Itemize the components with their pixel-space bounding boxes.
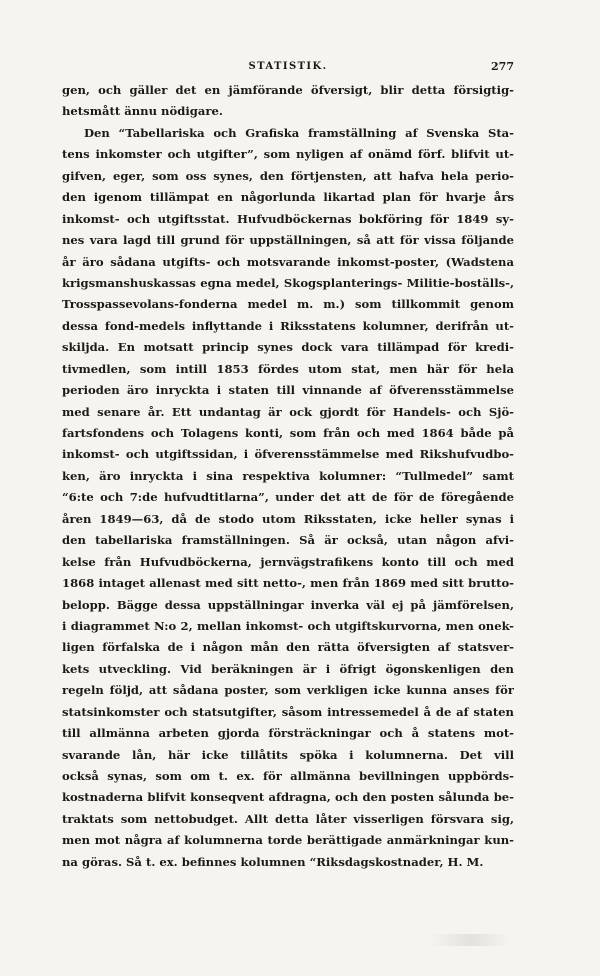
text-line: kets utveckling. Vid beräkningen är i öfrigt ögonskenligen den [62,661,514,676]
text-line: kostnaderna blifvit konseqvent afdragna, och den posten sålunda be- [62,790,514,805]
text-line: skiljda. En motsatt princip synes dock vara tillämpad för kredi- [62,340,514,355]
text-line: na göras. Så t. ex. befinnes kolumnen “Riksdagskostnader, H. M. [62,854,484,869]
text-line: tivmedlen, som intill 1853 fördes utom stat, men här för hela [62,361,514,376]
running-title: STATISTIK. [248,61,328,72]
text-line: åren 1849—63, då de stodo utom Riksstaten, icke heller synas i [62,511,514,526]
page-number: 277 [491,60,514,73]
text-line: med senare år. Ett undantag är ock gjordt för Handels- och Sjö- [62,404,514,419]
text-line: inkomst- och utgiftssidan, i öfverensstämmelse med Rikshufvudbo- [62,447,514,462]
text-line: till allmänna arbeten gjorda försträckningar och å statens mot- [62,726,514,741]
text-line: traktats som nettobudget. Allt detta låter visserligen försvara sig, [62,811,514,826]
text-line: statsinkomster och statsutgifter, såsom intressemedel å de af staten [62,704,514,719]
text-line: 1868 intaget allenast med sitt netto-, men från 1869 med sitt brutto- [62,576,514,591]
text-line: gifven, eger, som oss synes, den förtjensten, att hafva hela perio- [62,168,514,183]
text-line: Trosspassevolans-fonderna medel m. m.) som tillkommit genom [62,297,514,312]
text-line: i diagrammet N:o 2, mellan inkomst- och utgiftskurvorna, men onek- [62,618,514,633]
text-line: “6:te och 7:de hufvudtitlarna”, under det att de för de föregående [62,490,514,505]
text-line: regeln följd, att sådana poster, som verkligen icke kunna anses för [62,683,514,698]
text-line: år äro sådana utgifts- och motsvarande inkomst-poster, (Wadstena [62,254,514,269]
text-line: tens inkomster och utgifter”, som nyligen af onämd förf. blifvit ut- [62,147,514,162]
text-line: den tabellariska framställningen. Så är också, utan någon afvi- [62,533,514,548]
running-head [62,59,514,75]
text-line: dessa fond-medels inflyttande i Riksstatens kolumner, derifrån ut- [62,318,514,333]
text-line: inkomst- och utgiftsstat. Hufvudböckernas bokföring för 1849 sy- [62,211,514,226]
text-line: Den “Tabellariska och Grafiska framställning af Svenska Sta- [84,125,514,140]
text-line: gen, och gäller det en jämförande öfversigt, blir detta försigtig- [62,83,514,97]
text-line: ligen förfalska de i någon mån den rätta öfversigten af statsver- [62,640,514,655]
text-line: ken, äro inryckta i sina respektiva kolumner: “Tullmedel” samt [62,468,514,483]
text-line: den igenom tillämpat en någorlunda likartad plan för hvarje års [62,190,514,205]
text-line: men mot några af kolumnerna torde berättigade anmärkningar kun- [62,833,514,848]
text-line: nes vara lagd till grund för uppställningen, så att för vissa följande [62,233,514,248]
body-text [62,80,514,873]
text-line: krigsmanshuskassas egna medel, Skogsplanterings- Militie-boställs-, [62,275,514,290]
text-line: svarande lån, här icke tillåtits spöka i kolumnerna. Det vill [62,747,514,762]
text-line: belopp. Bägge dessa uppställningar inverka väl ej på jämförelsen, [62,597,514,612]
text-line: hetsmått ännu nödigare. [62,104,223,119]
text-line: också synas, som om t. ex. för allmänna bevillningen uppbörds- [62,769,514,783]
bleed-through-smudge [430,934,510,946]
text-line: fartsfondens och Tolagens konti, som från och med 1864 både på [62,426,514,440]
text-line: kelse från Hufvudböckerna, jernvägstrafikens konto till och med [62,554,514,569]
text-line: perioden äro inryckta i staten till vinnande af öfverensstämmelse [62,383,514,398]
